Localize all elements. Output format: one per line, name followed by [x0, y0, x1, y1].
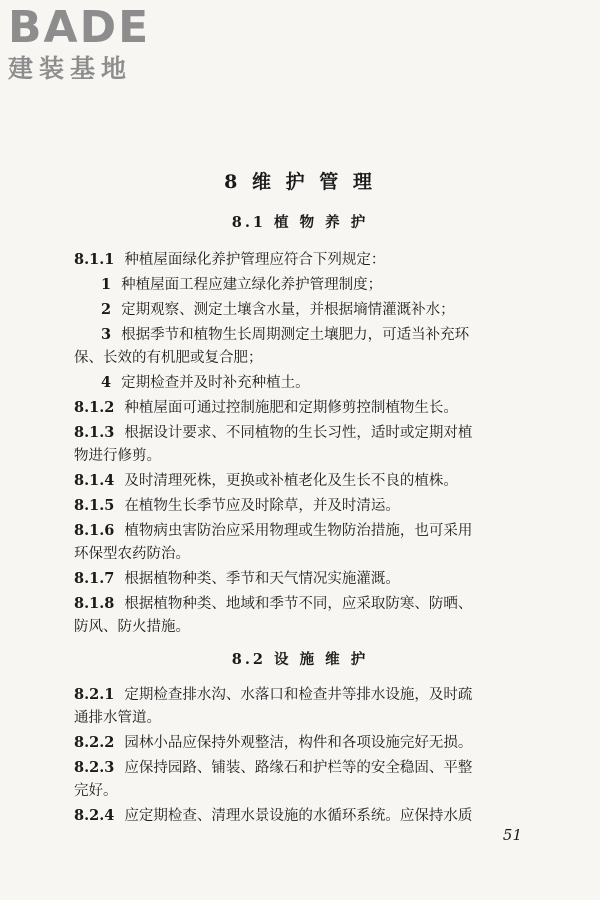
- clause-8-2-3: [74, 758, 534, 778]
- section-title-8-1: 8.1 植 物 养 护: [231, 214, 369, 231]
- clause-8-1-2: [74, 398, 534, 418]
- item-number: 2: [101, 301, 112, 318]
- clause-8-1-8: [74, 594, 534, 614]
- clause-text: 及时清理死株，更换或补植老化及生长不良的植株。: [124, 473, 458, 489]
- item-text: 保、长效的有机肥或复合肥；: [74, 350, 263, 366]
- chapter-title: 8 维 护 管 理: [224, 171, 376, 193]
- list-item-1: [101, 275, 534, 295]
- clause-text: 防风、防火措施。: [74, 619, 190, 635]
- clause-number: 8.1.8: [74, 595, 115, 612]
- clause-text: 根据设计要求、不同植物的生长习性，适时或定期对植: [124, 425, 473, 441]
- clause-text: 根据植物种类、季节和天气情况实施灌溉。: [124, 571, 400, 587]
- clause-8-1-8-cont: [74, 617, 534, 637]
- list-item-4: [101, 373, 534, 393]
- clause-text: 定期检查排水沟、水落口和检查井等排水设施，及时疏: [124, 687, 473, 703]
- clause-8-2-1-cont: [74, 708, 534, 728]
- clause-number: 8.1.5: [74, 497, 115, 514]
- clause-8-1-4: [74, 471, 534, 491]
- page-number: 51: [502, 826, 522, 844]
- clause-number: 8.2.4: [74, 807, 115, 824]
- clause-number: 8.1.7: [74, 570, 115, 587]
- clause-text: 应定期检查、清理水景设施的水循环系统。应保持水质: [124, 808, 473, 824]
- item-text: 定期观察、测定土壤含水量，并根据墒情灌溉补水；: [121, 302, 455, 318]
- clause-number: 8.2.1: [74, 686, 115, 703]
- clause-8-1-5: [74, 496, 534, 516]
- clause-text: 种植屋面绿化养护管理应符合下列规定：: [124, 252, 386, 268]
- clause-number: 8.1.1: [74, 251, 115, 268]
- clause-text: 通排水管道。: [74, 710, 161, 726]
- item-text: 根据季节和植物生长周期测定土壤肥力，可适当补充环: [121, 327, 470, 343]
- clause-text: 在植物生长季节应及时除草，并及时清运。: [124, 498, 400, 514]
- clause-8-1-3-cont: [74, 446, 534, 466]
- clause-8-1-3: [74, 423, 534, 443]
- clause-8-1-1: [74, 250, 534, 270]
- item-text: 种植屋面工程应建立绿化养护管理制度；: [121, 277, 383, 293]
- clause-text: 应保持园路、铺装、路缘石和护栏等的安全稳固、平整: [124, 760, 473, 776]
- item-text: 定期检查并及时补充种植土。: [121, 375, 310, 391]
- clause-8-1-6-cont: [74, 544, 534, 564]
- clause-8-2-1: [74, 685, 534, 705]
- clause-text: 物进行修剪。: [74, 448, 161, 464]
- clause-8-2-4: [74, 806, 534, 826]
- clause-text: 种植屋面可通过控制施肥和定期修剪控制植物生长。: [124, 400, 458, 416]
- logo-subtitle: 建装基地: [8, 54, 133, 83]
- list-item-2: [101, 300, 534, 320]
- clause-number: 8.1.6: [74, 522, 115, 539]
- clause-number: 8.1.3: [74, 424, 115, 441]
- clause-text: 环保型农药防治。: [74, 546, 190, 562]
- clause-number: 8.1.2: [74, 399, 115, 416]
- clause-8-2-2: [74, 733, 534, 753]
- clause-8-1-6: [74, 521, 534, 541]
- clause-8-1-7: [74, 569, 534, 589]
- clause-number: 8.2.3: [74, 759, 115, 776]
- clause-text: 园林小品应保持外观整洁，构件和各项设施完好无损。: [124, 735, 473, 751]
- logo-word: BADE: [8, 2, 151, 53]
- clause-text: 根据植物种类、地域和季节不同，应采取防寒、防晒、: [124, 596, 473, 612]
- item-number: 1: [101, 276, 112, 293]
- section-title-8-2: 8.2 设 施 维 护: [231, 651, 369, 668]
- bade-logo: [8, 4, 150, 84]
- item-number: 3: [101, 326, 112, 343]
- clause-8-2-3-cont: [74, 781, 534, 801]
- item-number: 4: [101, 374, 112, 391]
- clause-text: 完好。: [74, 783, 118, 799]
- clause-number: 8.2.2: [74, 734, 115, 751]
- clause-text: 植物病虫害防治应采用物理或生物防治措施，也可采用: [124, 523, 473, 539]
- list-item-3-cont: [74, 348, 534, 368]
- list-item-3: [101, 325, 534, 345]
- clause-number: 8.1.4: [74, 472, 115, 489]
